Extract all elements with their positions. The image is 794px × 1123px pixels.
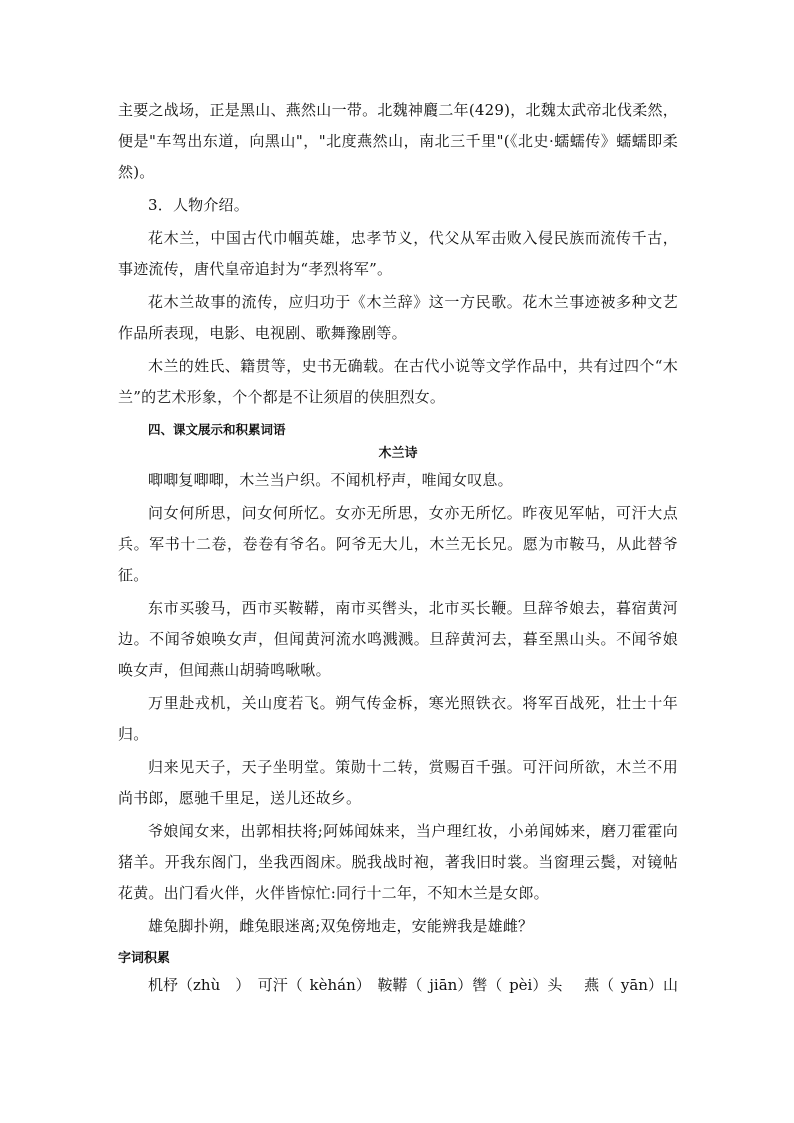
poem-stanza-6: 爷娘闻女来，出郭相扶将;阿姊闻妹来，当户理红妆，小弟闻姊来，磨刀霍霍向猪羊。开我东阁门，坐我西阁床。脱我战时袍，著我旧时裳。当窗理云鬓，对镜帖花黄。出门看火伴，火伴皆惊忙:同行十二年，不知木兰是女郎。 [118,822,678,902]
poem-stanza-3: 东市买骏马，西市买鞍鞯，南市买辔头，北市买长鞭。旦辞爷娘去，暮宿黄河边。不闻爷娘唤女声，但闻黄河流水鸣溅溅。旦辞黄河去，暮至黑山头。不闻爷娘唤女声，但闻燕山胡骑鸣啾啾。 [118,599,678,679]
section-four-heading: 四、课文展示和积累词语 [148,422,286,437]
vocab-heading: 字词积累 [118,951,171,966]
poem-stanza-1: 唧唧复唧唧，木兰当户织。不闻机杼声，唯闻女叹息。 [148,471,513,489]
poem-stanza-5: 归来见天子，天子坐明堂。策勋十二转，赏赐百千强。可汗问所欲，木兰不用尚书郎，愿驰千里足，送儿还故乡。 [118,758,678,807]
poem-stanza-7: 雄兔脚扑朔，雌兔眼迷离;双兔傍地走，安能辨我是雄雌？ [148,917,534,935]
poem-stanza-2: 问女何所思，问女何所忆。女亦无所思，女亦无所忆。昨夜见军帖，可汗大点兵。军书十二卷，卷卷有爷名。阿爷无大儿，木兰无长兄。愿为市鞍马，从此替爷征。 [118,504,678,584]
poem-title: 木兰诗 [378,446,418,461]
vocab-line: 机杼（zhù ） 可汗（ kèhán） 鞍鞯（ jiān）辔（ pèi）头 燕（ yān）山 [148,976,678,994]
character-section-heading: 3．人物介绍。 [148,196,249,214]
character-paragraph-3: 木兰的姓氏、籍贯等，史书无确载。在古代小说等文学作品中，共有过四个“木兰”的艺术形象，个个都是不让须眉的侠胆烈女。 [118,357,678,406]
document-page [118,95,678,1001]
intro-tail-paragraph: 主要之战场，正是黑山、燕然山一带。北魏神麚二年(429)，北魏太武帝北伐柔然，便是"车驾出东道，向黑山"，"北度燕然山，南北三千里"(《北史·蠕蠕传》蠕蠕即柔然)。 [118,101,678,181]
poem-stanza-4: 万里赴戎机，关山度若飞。朔气传金柝，寒光照铁衣。将军百战死，壮士十年归。 [118,694,678,743]
character-paragraph-1: 花木兰，中国古代巾帼英雄，忠孝节义，代父从军击败入侵民族而流传千古，事迹流传，唐代皇帝追封为“孝烈将军”。 [118,229,678,278]
character-paragraph-2: 花木兰故事的流传，应归功于《木兰辞》这一方民歌。花木兰事迹被多种文艺作品所表现，电影、电视剧、歌舞豫剧等。 [118,293,678,342]
